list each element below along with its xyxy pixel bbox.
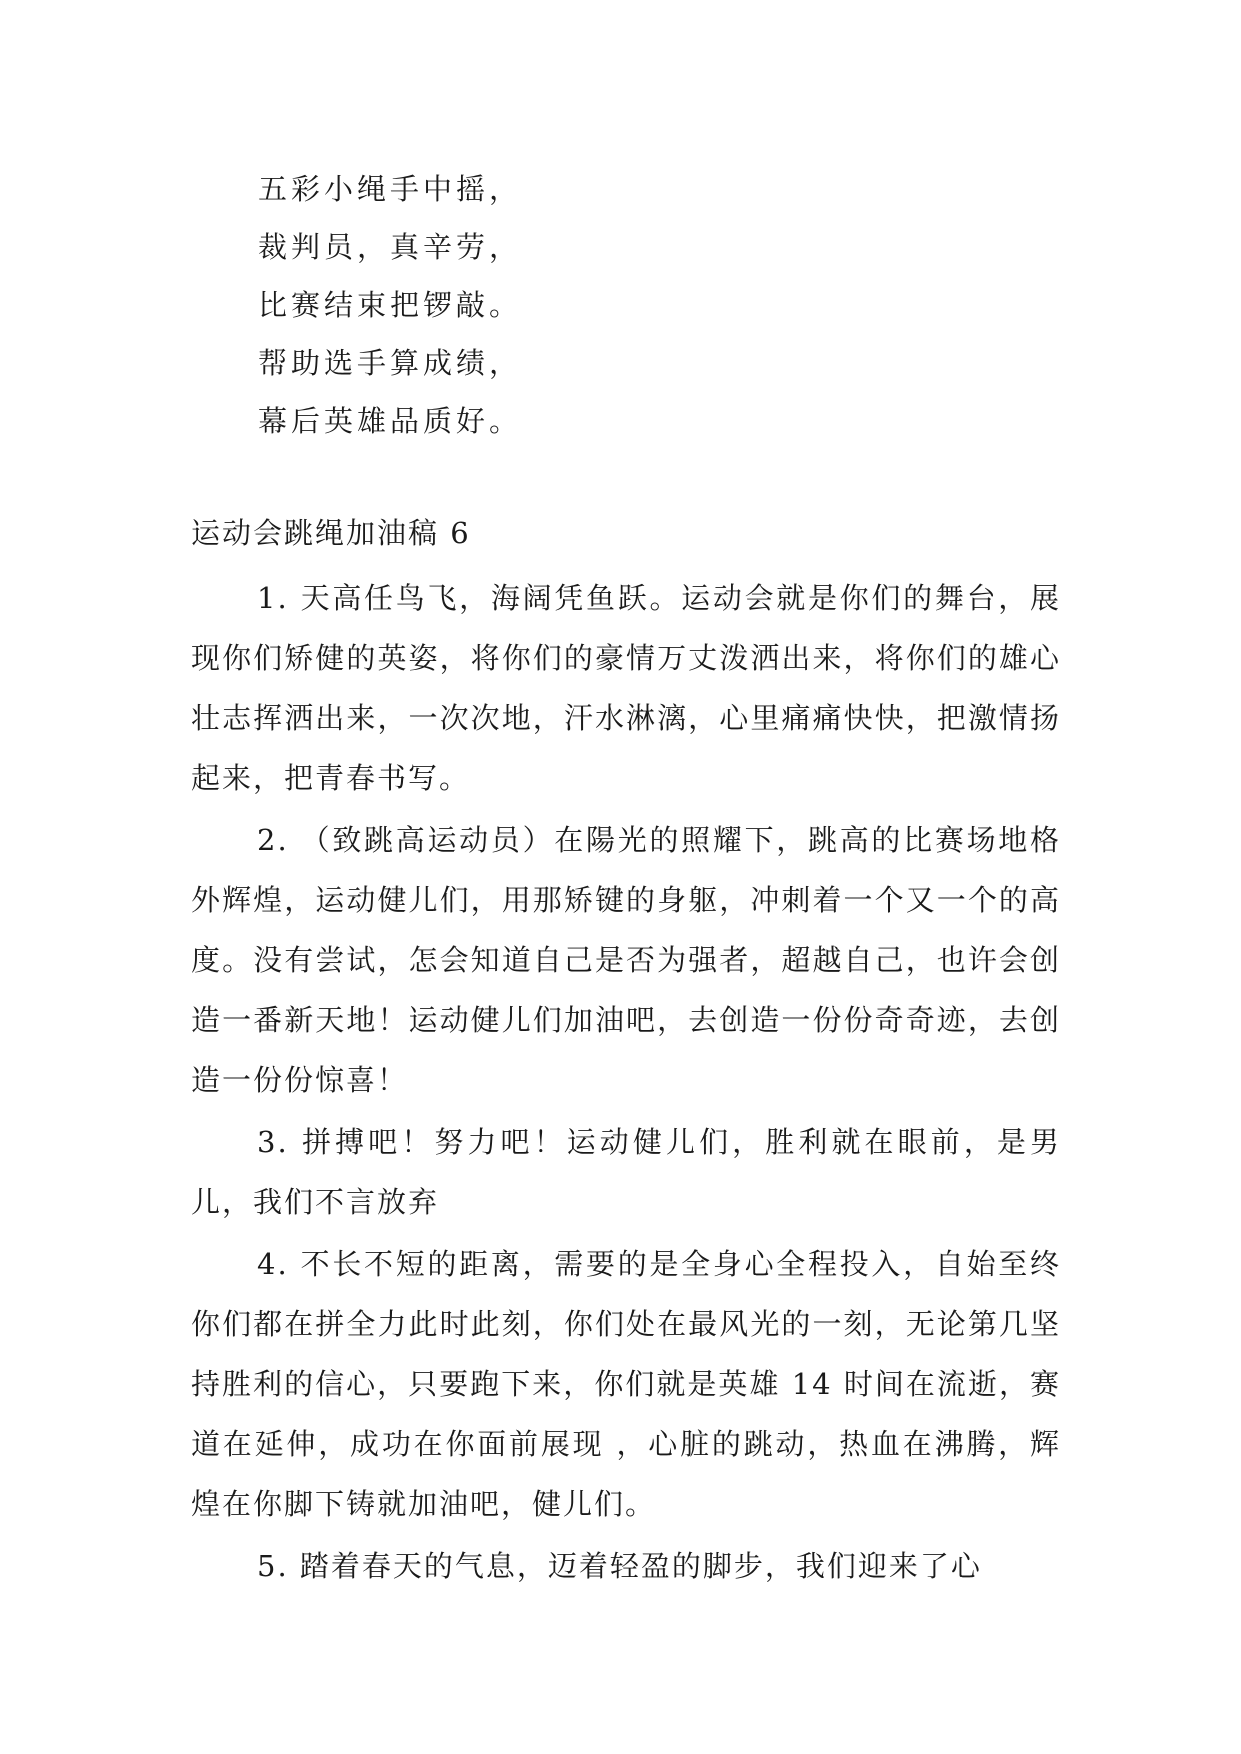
- section-title: 运动会跳绳加油稿 6: [191, 516, 471, 550]
- poem-line: 帮助选手算成绩，: [258, 346, 523, 380]
- section-body: [191, 568, 1061, 1598]
- poem-line: 裁判员，真辛劳，: [258, 230, 523, 264]
- paragraph: 4. 不长不短的距离，需要的是全身心全程投入，自始至终你们都在拼全力此时此刻，你们处在最风光的一刻，无论第几坚持胜利的信心，只要跑下来，你们就是英雄 14 时间在流逝，赛道在延伸，成功在你面前展现 ，心脏的跳动，热血在沸腾，辉煌在你脚下铸就加油吧，健儿们。: [191, 1247, 1061, 1521]
- paragraph: 3. 拼搏吧！努力吧！运动健儿们，胜利就在眼前，是男儿，我们不言放弃: [191, 1125, 1061, 1219]
- poem-block: [258, 160, 522, 450]
- paragraph: 5. 踏着春天的气息，迈着轻盈的脚步，我们迎来了心: [257, 1549, 982, 1583]
- poem-line: 比赛结束把锣敲。: [258, 288, 523, 322]
- paragraph: 1. 天高任鸟飞，海阔凭鱼跃。运动会就是你们的舞台，展现你们矫健的英姿，将你们的豪情万丈泼洒出来，将你们的雄心壮志挥洒出来，一次次地，汗水淋漓，心里痛痛快快，把激情扬起来，把青春书写。: [191, 581, 1061, 795]
- poem-line: 幕后英雄品质好。: [258, 404, 523, 438]
- paragraph: 2. （致跳高运动员）在陽光的照耀下，跳高的比赛场地格外辉煌，运动健儿们，用那矫键的身躯，冲刺着一个又一个的高度。没有尝试，怎会知道自己是否为强者，超越自己，也许会创造一番新天地！运动健儿们加油吧，去创造一份份奇奇迹，去创造一份份惊喜！: [191, 823, 1061, 1097]
- poem-line: 五彩小绳手中摇，: [258, 172, 523, 206]
